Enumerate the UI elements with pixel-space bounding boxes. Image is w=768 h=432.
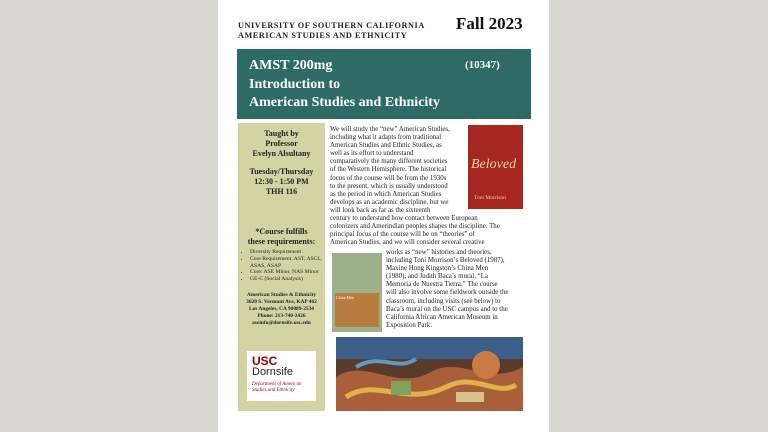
- description-line: of the Western Hemisphere. The historical: [330, 166, 447, 174]
- description-line: Baca’s mural on the USC campus and to the: [386, 305, 508, 313]
- description-line: Exposition Park.: [386, 321, 432, 329]
- professor-name: Evelyn Alsultany: [252, 149, 311, 158]
- description-line: well as its effort to understand: [330, 150, 414, 158]
- list-item: • GE-C (Social Analysis): [250, 276, 325, 283]
- course-code: AMST 200mg: [249, 58, 333, 73]
- requirements-heading-1: *Course fulfills: [255, 227, 308, 236]
- list-item: • Core Requirement: AST, ASCL, ASAS, ASAP: [250, 256, 325, 270]
- list-item: • Core: ASE Minor, NAS Minor: [250, 269, 325, 276]
- usc-dornsife-logo: [247, 351, 316, 401]
- description-line: Memoria de Nuestra Tierra.” The course: [386, 281, 498, 289]
- course-number: (10347): [465, 59, 500, 71]
- department-address: [238, 292, 325, 327]
- description-line: Maxine Hong Kingston’s China Men: [386, 265, 489, 273]
- description-line: American Studies, and we will consider several creative: [330, 239, 485, 247]
- description-line: California African American Museum in: [386, 313, 498, 321]
- logo-usc: USC: [252, 354, 278, 368]
- requirements-heading-2: these requirements:: [247, 237, 316, 246]
- description-line: will look back as far as the sixteenth: [330, 206, 431, 214]
- address-line: 3620 S. Vermont Ave, KAP 462: [246, 298, 317, 305]
- mural-figure: [472, 351, 500, 379]
- description-line: as the period in which American Studies: [330, 190, 442, 198]
- taught-by: Taught by: [264, 129, 299, 138]
- course-title-line2: American Studies and Ethnicity: [249, 95, 440, 110]
- china-men-title: China Men: [336, 295, 354, 300]
- beloved-title: Beloved: [471, 157, 517, 172]
- description-line: classroom, including visits (see below) to: [386, 297, 501, 305]
- requirements-list: [238, 249, 325, 283]
- meeting-room: THH 116: [265, 187, 298, 196]
- description-line: comparatively the many different societies: [330, 158, 448, 166]
- term-label: Fall 2023: [456, 14, 523, 33]
- meeting-time: 12:30 - 1:50 PM: [254, 177, 309, 186]
- description-bottom: [386, 249, 532, 330]
- description-line: to the present, which is usually understood: [330, 182, 448, 190]
- description-line: develops as an academic discipline, but we: [330, 198, 449, 206]
- description-line: including what it adapts from traditional: [330, 134, 442, 142]
- beloved-book-cover: [468, 125, 523, 209]
- description-line: American Studies and Ethnic Studies, as: [330, 142, 442, 150]
- address-line: American Studies & Ethnicity: [246, 291, 317, 298]
- logo-dornsife: Dornsife: [252, 366, 293, 378]
- course-title-line1: Introduction to: [249, 77, 341, 92]
- meeting-days: Tuesday/Thursday: [249, 167, 314, 176]
- description-middle: [330, 215, 532, 247]
- description-line: We will study the “new” American Studies,: [330, 126, 450, 133]
- logo-dept-line: Studies and Ethnicity: [252, 388, 295, 393]
- description-line: principal focus of the course will be on “theories” of: [330, 231, 475, 239]
- info-sidebar: [238, 123, 325, 411]
- list-item: • Diversity Requirement: [250, 249, 325, 256]
- beloved-author: Toni Morrison: [474, 195, 506, 201]
- mural-road: [456, 392, 484, 402]
- china-men-book-cover: [332, 253, 382, 332]
- description-line: focus of the course will be from the 1930s: [330, 174, 447, 182]
- logo-dept-line: Department of American: [252, 382, 302, 387]
- description-line: works as “new” histories and theories,: [386, 249, 492, 256]
- logo-department: [252, 382, 302, 394]
- description-line: (1980), and Judith Baca’s mural, “La: [386, 273, 488, 281]
- university-name: UNIVERSITY OF SOUTHERN CALIFORNIA: [238, 21, 425, 30]
- description-line: including Toni Morrison’s Beloved (1987),: [386, 257, 505, 265]
- department-name: AMERICAN STUDIES AND ETHNICITY: [238, 31, 408, 40]
- description-top: [330, 126, 466, 215]
- description-line: will also involve some fieldwork outside the: [386, 289, 509, 297]
- description-line: century to understand how contact between European: [330, 215, 478, 222]
- professor-label: Professor: [265, 139, 298, 148]
- flyer-page: [218, 0, 549, 432]
- address-line: Los Angeles, CA 90089-2534: [249, 305, 314, 312]
- description-line: colonizers and Amerindian peoples shapes the discipline. The: [330, 223, 500, 231]
- university-header: [238, 21, 425, 41]
- address-email: aseinfo@dornsife.usc.edu: [252, 319, 311, 326]
- address-line: Phone: 213-740-2426: [257, 312, 306, 319]
- course-banner: [237, 49, 531, 119]
- mural-image: [336, 337, 523, 411]
- mural-field: [391, 381, 411, 395]
